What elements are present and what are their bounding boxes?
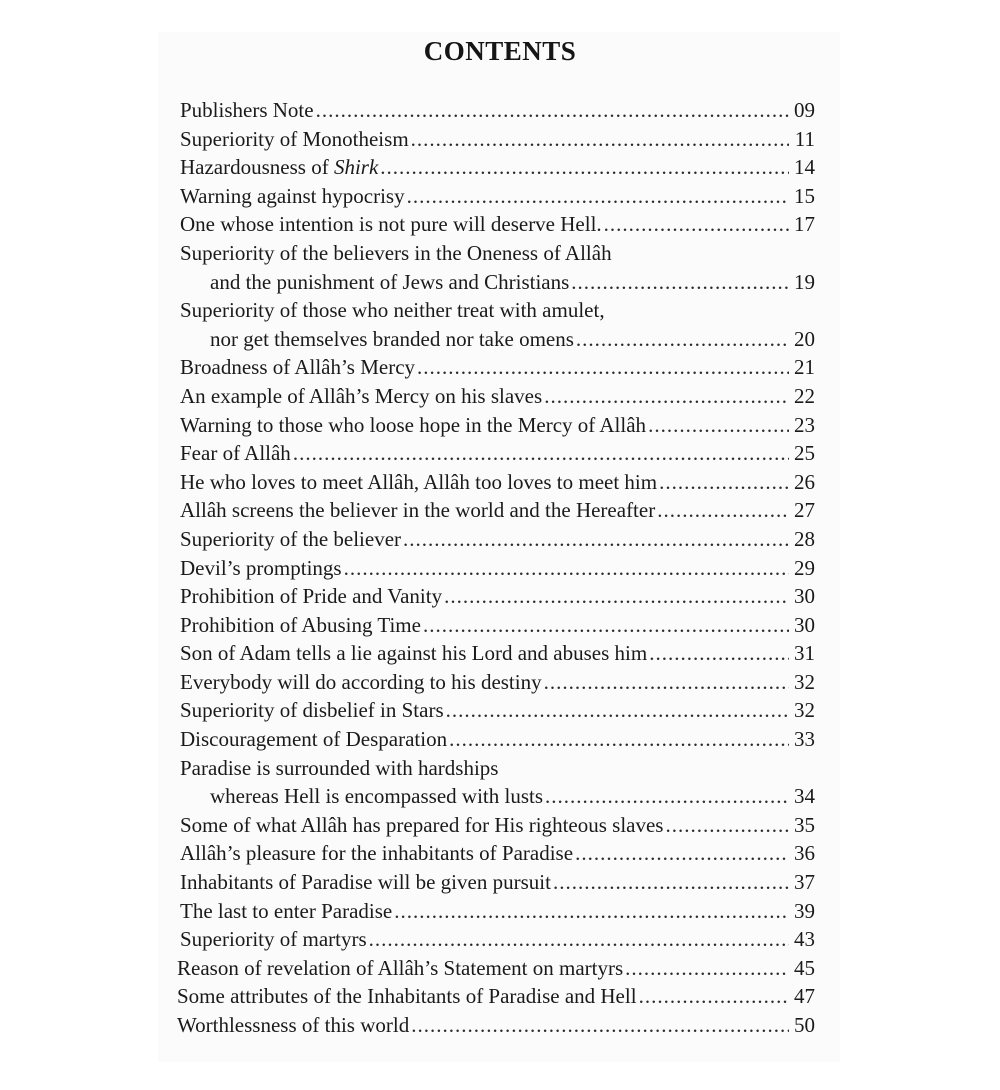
toc-entry-label — [177, 982, 637, 1011]
toc-entry — [177, 954, 815, 983]
toc-entry — [180, 382, 815, 411]
toc-entry-italic-term: Shirk — [333, 155, 379, 180]
toc-entry-label — [180, 868, 551, 897]
toc-entry — [180, 96, 815, 125]
toc-entry-continuation — [180, 782, 815, 811]
dot-leader — [545, 782, 789, 811]
toc-entry-label — [177, 1011, 409, 1040]
toc-page-number: 19 — [794, 269, 815, 294]
toc-entry-label — [180, 496, 655, 525]
toc-entry-label — [180, 668, 542, 697]
toc-entry-label — [180, 525, 401, 554]
toc-entry-text: Inhabitants of Paradise will be given pursuit — [180, 870, 551, 895]
page-title: CONTENTS — [423, 36, 577, 66]
toc-entry-text: Allâh’s pleasure for the inhabitants of Paradise — [180, 841, 574, 866]
toc-entry — [177, 1011, 815, 1040]
toc-entry — [180, 411, 815, 440]
toc-entry — [180, 239, 815, 268]
toc-entry-text: Warning against hypocrisy — [180, 183, 405, 208]
toc-page-number: 17 — [794, 212, 815, 237]
dot-leader — [316, 96, 789, 125]
toc-entry-label: whereas Hell is encompassed with lusts — [210, 784, 544, 809]
toc-entry-text: Superiority of martyrs — [180, 927, 367, 952]
toc-entry-text: Son of Adam tells a lie against his Lord and abuses him — [180, 641, 648, 666]
toc-entry-text: Some of what Allâh has prepared for His righteous slaves — [180, 812, 664, 837]
toc-entry-label — [180, 468, 657, 497]
toc-entry — [180, 210, 815, 239]
toc-page-number: 09 — [794, 98, 815, 122]
dot-leader — [571, 268, 789, 297]
toc-entry — [180, 696, 815, 725]
toc-page-number: 35 — [794, 812, 815, 837]
dot-leader — [446, 696, 789, 725]
toc-entry-text: He who loves to meet Allâh, Allâh too loves to meet him — [180, 469, 658, 494]
dot-leader — [293, 439, 789, 468]
toc-entry-label — [180, 439, 291, 468]
toc-entry-label — [180, 210, 602, 239]
toc-entry-text: Hazardousness of — [180, 155, 334, 180]
dot-leader — [604, 210, 789, 239]
toc-page-number: 25 — [794, 441, 815, 466]
toc-entry-label: Superiority of those who neither treat with amulet, — [180, 298, 605, 323]
dot-leader — [544, 382, 789, 411]
dot-leader — [380, 153, 789, 182]
toc-entry — [180, 897, 815, 926]
toc-entry-label — [180, 639, 647, 668]
toc-page-number: 43 — [794, 927, 815, 952]
toc-page-number: 22 — [794, 383, 815, 408]
dot-leader — [444, 582, 789, 611]
toc-entry-text: Prohibition of Abusing Time — [180, 612, 421, 637]
toc-page-number: 34 — [794, 784, 815, 809]
toc-entry — [180, 496, 815, 525]
dot-leader — [648, 411, 789, 440]
toc-entry-text: Allâh screens the believer in the world and the Hereafter — [180, 498, 656, 523]
toc-page-number: 50 — [794, 1013, 815, 1037]
toc-entry-text: Superiority of disbelief in Stars — [180, 698, 444, 723]
toc-entry-label: nor get themselves branded nor take omens — [210, 326, 574, 351]
toc-entry — [180, 754, 815, 783]
toc-entry-text: Devil’s promptings — [180, 555, 342, 580]
toc-entry — [180, 811, 815, 840]
toc-entry-label — [180, 582, 442, 611]
dot-leader — [639, 982, 789, 1011]
toc-entry-label — [180, 353, 415, 382]
dot-leader — [575, 839, 789, 868]
toc-entry-label — [180, 182, 405, 211]
toc-entry — [180, 725, 815, 754]
toc-page-number: 33 — [794, 727, 815, 752]
toc-entry-text: Prohibition of Pride and Vanity — [180, 584, 443, 609]
dot-leader — [403, 525, 789, 554]
toc-entry-label — [180, 611, 421, 640]
dot-leader — [449, 725, 789, 754]
toc-entry — [180, 839, 815, 868]
toc-entry-label — [180, 925, 367, 954]
toc-entry-label — [180, 382, 542, 411]
toc-page-number: 45 — [794, 955, 815, 980]
toc-entry-label — [180, 897, 392, 926]
toc-entry — [180, 468, 815, 497]
toc-entry-text: Publishers Note — [180, 98, 314, 122]
toc-entry — [180, 125, 815, 154]
toc-page-number: 31 — [794, 641, 815, 666]
toc-page-number: 28 — [794, 526, 815, 551]
toc-page-number: 47 — [794, 984, 815, 1009]
toc-page-number: 29 — [794, 555, 815, 580]
toc-page-number: 30 — [794, 612, 815, 637]
toc-page-number: 26 — [794, 469, 815, 494]
toc-entry-text: An example of Allâh’s Mercy on his slaves — [180, 383, 543, 408]
toc-entry — [180, 668, 815, 697]
toc-entry-text: Superiority of Monotheism — [180, 126, 409, 151]
toc-entry-text: The last to enter Paradise — [180, 898, 393, 923]
dot-leader — [411, 1011, 789, 1040]
toc-page-number: 37 — [794, 870, 815, 895]
toc-entry-label — [180, 811, 663, 840]
toc-entry-text: Everybody will do according to his destiny — [180, 669, 542, 694]
toc-entry-label — [177, 954, 623, 983]
toc-entry-label — [180, 696, 444, 725]
toc-page-number: 30 — [794, 584, 815, 609]
toc-entry-continuation — [180, 325, 815, 354]
toc-entry — [180, 525, 815, 554]
toc-entry-text: Discouragement of Desparation — [180, 727, 448, 752]
toc-entry-text: One whose intention is not pure will deserve Hell. — [180, 212, 602, 237]
toc-page-number: 39 — [794, 898, 815, 923]
toc-page-number: 20 — [794, 326, 815, 351]
toc-entry-text: Reason of revelation of Allâh’s Statement on martyrs — [177, 955, 624, 980]
toc-entry — [180, 182, 815, 211]
toc-entry-text: Worthlessness of this world — [177, 1013, 410, 1037]
dot-leader — [369, 925, 789, 954]
dot-leader — [576, 325, 789, 354]
toc-entry-text: Broadness of Allâh’s Mercy — [180, 355, 416, 380]
toc-entry-label — [180, 554, 342, 583]
dot-leader — [394, 897, 789, 926]
dot-leader — [544, 668, 789, 697]
toc-page-number: 23 — [794, 412, 815, 437]
toc-entry — [180, 153, 815, 182]
toc-entry — [180, 296, 815, 325]
table-of-contents — [177, 96, 815, 1040]
toc-entry-text: Superiority of the believer — [180, 526, 402, 551]
toc-entry — [180, 582, 815, 611]
dot-leader — [657, 496, 789, 525]
toc-entry — [180, 868, 815, 897]
toc-entry — [180, 353, 815, 382]
toc-page-number: 15 — [794, 183, 815, 208]
dot-leader — [344, 554, 789, 583]
toc-page-number: 14 — [794, 155, 815, 180]
toc-entry — [180, 925, 815, 954]
dot-leader — [423, 611, 789, 640]
toc-entry-label: and the punishment of Jews and Christians — [210, 269, 570, 294]
toc-entry-label — [180, 411, 646, 440]
toc-entry — [180, 439, 815, 468]
dot-leader — [665, 811, 789, 840]
toc-entry-continuation — [180, 268, 815, 297]
toc-page-number: 32 — [794, 669, 815, 694]
toc-entry — [180, 639, 815, 668]
toc-entry-label — [180, 725, 447, 754]
toc-entry — [180, 554, 815, 583]
toc-entry-label — [180, 125, 409, 154]
toc-page-number: 32 — [794, 698, 815, 723]
toc-entry-text: Some attributes of the Inhabitants of Paradise and Hell — [177, 984, 637, 1009]
dot-leader — [417, 353, 789, 382]
toc-entry-label — [180, 839, 573, 868]
dot-leader — [659, 468, 789, 497]
toc-entry-text: Fear of Allâh — [180, 441, 291, 466]
toc-entry-label: Superiority of the believers in the Oneness of Allâh — [180, 240, 612, 265]
toc-entry-label — [180, 96, 314, 125]
toc-page-number: 27 — [794, 498, 815, 523]
toc-page-number: 36 — [794, 841, 815, 866]
toc-page-number: 21 — [794, 355, 815, 380]
dot-leader — [411, 125, 789, 154]
dot-leader — [407, 182, 789, 211]
dot-leader — [625, 954, 789, 983]
toc-entry — [180, 611, 815, 640]
dot-leader — [553, 868, 789, 897]
toc-page-number: 11 — [794, 126, 815, 151]
toc-entry-label — [180, 153, 378, 182]
dot-leader — [649, 639, 789, 668]
toc-entry — [177, 982, 815, 1011]
toc-entry-text: Warning to those who loose hope in the Mercy of Allâh — [180, 412, 647, 437]
toc-entry-label: Paradise is surrounded with hardships — [180, 755, 499, 780]
